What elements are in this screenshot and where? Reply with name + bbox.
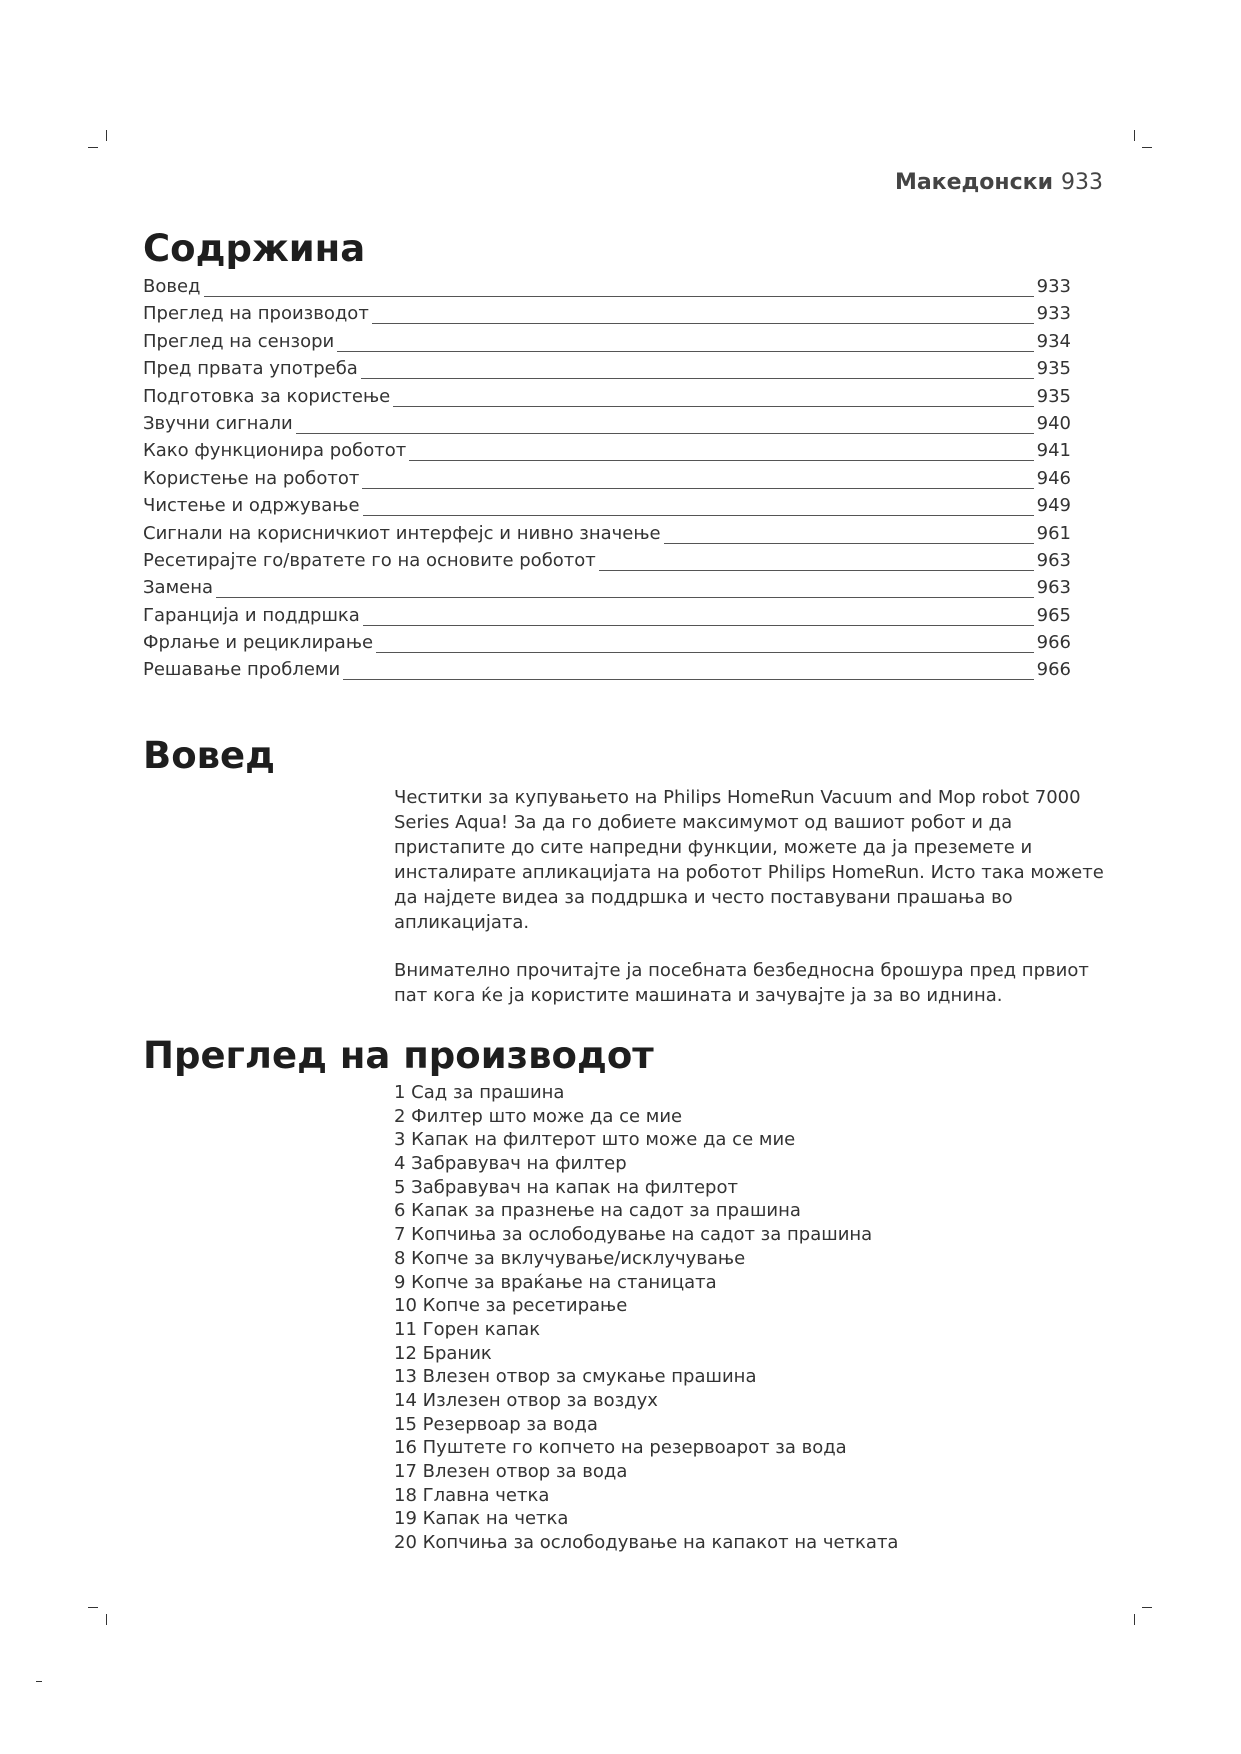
part-item: 18 Главна четка: [394, 1484, 550, 1506]
part-item: 9 Копче за враќање на станицата: [394, 1271, 717, 1293]
part-item: 10 Копче за ресетирање: [394, 1295, 628, 1317]
crop-mark-footer-left: [36, 1681, 42, 1682]
table-of-contents: [143, 276, 1071, 687]
toc-entry-page: 946: [1036, 467, 1071, 489]
part-item: 3 Капак на филтерот што може да се мие: [394, 1129, 796, 1151]
crop-mark-bottom-right-h: [1142, 1607, 1152, 1608]
part-item: 19 Капак на четка: [394, 1508, 569, 1530]
toc-entry[interactable]: [143, 632, 1071, 659]
toc-entry[interactable]: [143, 358, 1071, 385]
toc-entry-page: 933: [1036, 303, 1071, 325]
intro-text: [394, 785, 1114, 1031]
toc-entry[interactable]: [143, 605, 1071, 632]
toc-entry-page: 935: [1036, 385, 1071, 407]
toc-entry-label: Гаранција и поддршка: [143, 604, 360, 626]
toc-entry[interactable]: [143, 468, 1071, 495]
toc-leader-line: [363, 515, 1034, 516]
toc-entry-page: 966: [1036, 659, 1071, 681]
toc-leader-line: [362, 488, 1033, 489]
part-item: 4 Забравувач на филтер: [394, 1153, 627, 1175]
toc-entry-label: Решавање проблеми: [143, 659, 341, 681]
crop-mark-bottom-left-h: [88, 1607, 98, 1608]
toc-leader-line: [363, 625, 1034, 626]
toc-entry[interactable]: [143, 495, 1071, 522]
crop-mark-bottom-right-v: [1134, 1614, 1135, 1625]
toc-leader-line: [376, 652, 1034, 653]
toc-entry-label: Фрлање и рециклирање: [143, 632, 374, 654]
toc-entry-label: Преглед на производот: [143, 303, 369, 325]
toc-leader-line: [204, 296, 1034, 297]
toc-entry-label: Како функционира роботот: [143, 440, 407, 462]
crop-mark-top-right-h: [1142, 147, 1152, 148]
toc-entry-page: 963: [1036, 577, 1071, 599]
intro-paragraph: Внимателно прочитајте ја посебната безбедносна брошура пред првиот пат кога ќе ја користите машината и зачувајте ја за во иднина.: [394, 960, 1089, 1006]
toc-leader-line: [599, 570, 1034, 571]
part-item: 16 Пуштете го копчето на резервоарот за вода: [394, 1437, 847, 1459]
part-item: 20 Копчиња за ослободување на капакот на четката: [394, 1532, 899, 1554]
toc-entry[interactable]: [143, 386, 1071, 413]
toc-entry[interactable]: [143, 303, 1071, 330]
part-item: 8 Копче за вклучување/исклучување: [394, 1247, 746, 1269]
toc-entry-label: Сигнали на корисничкиот интерфејс и нивно значење: [143, 522, 661, 544]
toc-entry-label: Пред првата употреба: [143, 358, 358, 380]
toc-leader-line: [296, 433, 1034, 434]
crop-mark-top-left-h: [88, 147, 98, 148]
crop-mark-bottom-left-v: [106, 1614, 107, 1625]
toc-entry[interactable]: [143, 577, 1071, 604]
toc-entry[interactable]: [143, 659, 1071, 686]
toc-entry-page: 965: [1036, 604, 1071, 626]
toc-entry-page: 963: [1036, 549, 1071, 571]
toc-leader-line: [337, 351, 1033, 352]
toc-entry-label: Замена: [143, 577, 214, 599]
toc-leader-line: [664, 543, 1034, 544]
parts-list: [394, 1081, 898, 1555]
part-item: 17 Влезен отвор за вода: [394, 1461, 628, 1482]
toc-leader-line: [409, 460, 1033, 461]
toc-entry-page: 934: [1036, 330, 1071, 352]
toc-leader-line: [361, 378, 1034, 379]
part-item: 11 Горен капак: [394, 1318, 541, 1340]
part-item: 15 Резервоар за вода: [394, 1413, 598, 1435]
toc-entry-label: Подготовка за користење: [143, 385, 391, 407]
toc-entry-page: 935: [1036, 358, 1071, 380]
toc-title: Содржина: [143, 227, 366, 270]
part-item: 14 Излезен отвор за воздух: [394, 1389, 658, 1411]
part-item: 5 Забравувач на капак на филтерот: [394, 1176, 738, 1198]
intro-title: Вовед: [143, 734, 276, 777]
header-language: Македонски: [894, 170, 1053, 195]
header-page-number: 933: [1061, 170, 1103, 195]
toc-leader-line: [216, 597, 1034, 598]
toc-entry-page: 961: [1036, 522, 1071, 544]
toc-entry-page: 933: [1036, 276, 1071, 297]
intro-paragraph: Честитки за купувањето на Philips HomeRun Vacuum and Mop robot 7000 Series Aqua! За да го добиете максимумот од вашиот робот и да пристапите до сите напредни функции, можете да ја преземете и инсталирате апликацијата на роботот Philips HomeRun. Исто така можете да најдете видеа за поддршка и често поставувани прашања во апликацијата.: [394, 787, 1104, 933]
part-item: 2 Филтер што може да се мие: [394, 1105, 683, 1127]
toc-leader-line: [343, 679, 1033, 680]
toc-entry-label: Преглед на сензори: [143, 330, 335, 352]
toc-entry[interactable]: [143, 550, 1071, 577]
part-item: 13 Влезен отвор за смукање прашина: [394, 1366, 757, 1388]
toc-entry-label: Звучни сигнали: [143, 412, 293, 434]
toc-entry-label: Користење на роботот: [143, 467, 360, 489]
crop-mark-top-right-v: [1134, 130, 1135, 141]
toc-entry-label: Вовед: [143, 276, 201, 297]
toc-entry-label: Ресетирајте го/вратете го на основите роботот: [143, 549, 596, 571]
overview-title: Преглед на производот: [143, 1034, 654, 1077]
part-item: 7 Копчиња за ослободување на садот за прашина: [394, 1224, 873, 1246]
toc-entry-page: 940: [1036, 412, 1071, 434]
page-header: [895, 168, 1103, 198]
toc-entry[interactable]: [143, 440, 1071, 467]
part-item: 12 Браник: [394, 1342, 492, 1364]
toc-entry[interactable]: [143, 523, 1071, 550]
toc-entry[interactable]: [143, 413, 1071, 440]
toc-entry-label: Чистење и одржување: [143, 495, 360, 517]
toc-entry[interactable]: [143, 276, 1071, 303]
toc-entry-page: 966: [1036, 632, 1071, 654]
toc-leader-line: [393, 406, 1033, 407]
part-item: 1 Сад за прашина: [394, 1082, 565, 1103]
crop-mark-top-left-v: [106, 130, 107, 141]
toc-entry-page: 941: [1036, 440, 1071, 462]
toc-entry-page: 949: [1036, 495, 1071, 517]
toc-entry[interactable]: [143, 331, 1071, 358]
toc-leader-line: [372, 323, 1034, 324]
part-item: 6 Капак за празнење на садот за прашина: [394, 1200, 801, 1222]
